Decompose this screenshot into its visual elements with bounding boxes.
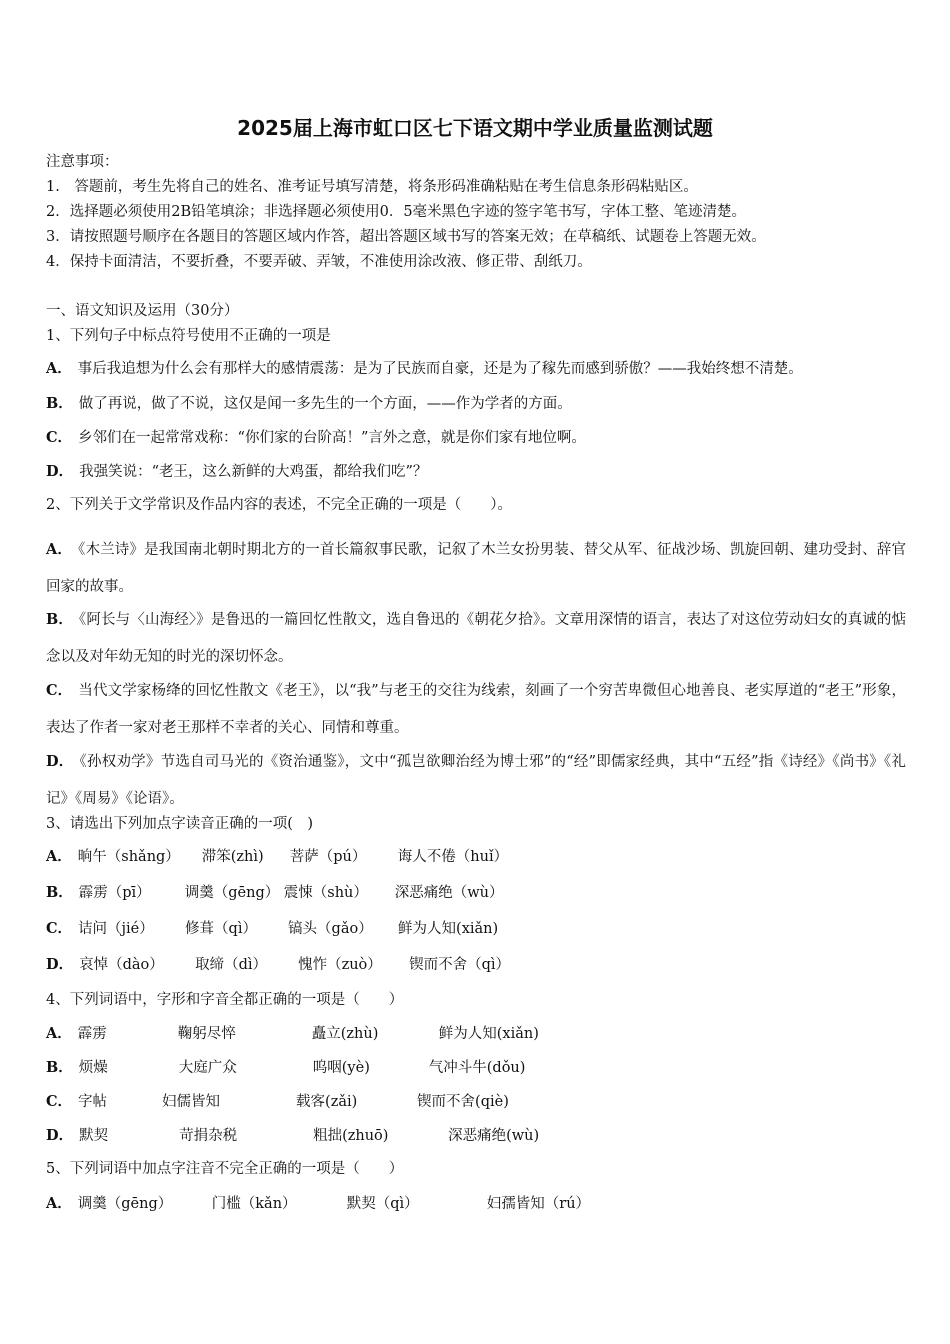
option-item: 哀悼（dào） <box>79 957 164 973</box>
question-5-stem: 5、下列词语中加点字注音不完全正确的一项是（ ） <box>46 1161 404 1177</box>
option-letter: C． <box>46 682 73 699</box>
question-5-option-a <box>46 1194 590 1214</box>
option-item: 霹雳（pī） <box>78 885 151 901</box>
option-text: 我强笑说：“老王，这么新鲜的大鸡蛋，都给我们吃”？ <box>79 464 428 480</box>
option-item: 深恶痛绝(wù) <box>448 1128 540 1144</box>
question-1-stem: 1、下列句子中标点符号使用不正确的一项是 <box>46 328 331 344</box>
question-4-option-c <box>46 1092 509 1112</box>
option-item: 大庭广众 <box>178 1060 237 1076</box>
option-item: 诲人不倦（huǐ） <box>397 849 509 865</box>
option-item: 粗拙(zhuō) <box>313 1128 389 1144</box>
question-2-option-d <box>46 743 906 818</box>
notice-item: 3．请按照题号顺序在各题目的答题区域内作答，超出答题区域书写的答案无效；在草稿纸、试题卷上答题无效。 <box>46 229 766 245</box>
option-item: 锲而不舍（qì） <box>409 957 510 973</box>
option-text: 《木兰诗》是我国南北朝时期北方的一首长篇叙事民歌，记叙了木兰女扮男装、替父从军、征战沙场、凯旋回朝、建功受封、辞官回家的故事。 <box>46 542 906 595</box>
option-letter: B． <box>46 611 74 628</box>
question-3-stem: 3、请选出下列加点字读音正确的一项( ) <box>46 816 314 832</box>
option-item: 愧怍（zuò） <box>298 957 382 973</box>
question-3-option-b <box>46 883 504 903</box>
question-2-option-b <box>46 601 906 676</box>
option-letter: A． <box>46 360 72 377</box>
page-title: 2025届上海市虹口区七下语文期中学业质量监测试题 <box>237 116 713 140</box>
option-letter: A． <box>46 1025 72 1042</box>
option-item: 鲜为人知(xiǎn) <box>398 921 499 937</box>
option-item: 烦燥 <box>78 1060 108 1076</box>
option-letter: D． <box>46 956 74 973</box>
option-item: 妇儒皆知 <box>162 1094 221 1110</box>
option-item: 鞠躬尽悴 <box>177 1026 236 1042</box>
question-2-option-c <box>46 672 906 747</box>
question-4-option-d <box>46 1126 539 1146</box>
option-item: 菩萨（pú） <box>289 849 367 865</box>
notice-item: 2．选择题必须使用2B铅笔填涂；非选择题必须使用0．5毫米黑色字迹的签字笔书写，字体工整、笔迹清楚。 <box>46 204 747 220</box>
option-item: 默契 <box>79 1128 109 1144</box>
option-item: 晌午（shǎng） <box>77 849 180 865</box>
option-item: 调羹（gēng） <box>184 885 280 901</box>
question-1-option-a <box>46 359 803 379</box>
option-text: 《阿长与〈山海经〉》是鲁迅的一篇回忆性散文，选自鲁迅的《朝花夕拾》。文章用深情的语言，表达了对这位劳动妇女的真诚的惦念以及对年幼无知的时光的深切怀念。 <box>46 612 906 665</box>
option-item: 锲而不舍(qiè) <box>417 1094 509 1110</box>
option-letter: A． <box>46 848 72 865</box>
question-1-option-b <box>46 394 572 414</box>
option-item: 门槛（kǎn） <box>211 1196 297 1212</box>
option-letter: B． <box>46 1059 73 1076</box>
notice-item: 1. 答题前，考生先将自己的姓名、准考证号填写清楚，将条形码准确粘贴在考生信息条形码粘贴区。 <box>46 179 698 195</box>
notice-heading: 注意事项： <box>46 154 119 170</box>
notice-item: 4．保持卡面清洁，不要折叠，不要弄破、弄皱，不准使用涂改液、修正带、刮纸刀。 <box>46 254 592 270</box>
option-item: 鲜为人知(xiǎn) <box>438 1026 539 1042</box>
option-text: 《孙权劝学》节选自司马光的《资治通鉴》，文中“孤岂欲卿治经为博士邪”的“经”即儒家经典，其中“五经”指《诗经》《尚书》《礼记》《周易》《论语》。 <box>46 754 906 807</box>
question-3-option-d <box>46 955 510 975</box>
option-text: 做了再说，做了不说，这仅是闻一多先生的一个方面，——作为学者的方面。 <box>78 396 572 412</box>
option-item: 妇孺皆知（rú） <box>486 1196 591 1212</box>
option-item: 镐头（gǎo） <box>288 921 373 937</box>
question-2-option-a <box>46 531 906 606</box>
option-letter: B． <box>46 884 73 901</box>
option-letter: C． <box>46 429 73 446</box>
option-text: 当代文学家杨绛的回忆性散文《老王》，以“我”与老王的交往为线索，刻画了一个穷苦卑微但心地善良、老实厚道的“老王”形象，表达了作者一家对老王那样不幸者的关心、同情和尊重。 <box>46 683 906 736</box>
option-item: 取缔（dì） <box>195 957 267 973</box>
question-1-option-d <box>46 462 427 482</box>
section-heading: 一、语文知识及运用（30分） <box>46 303 239 319</box>
option-item: 载客(zǎi) <box>296 1094 358 1110</box>
question-4-option-a <box>46 1024 539 1044</box>
question-1-option-c <box>46 428 586 448</box>
option-item: 默契（qì） <box>346 1196 419 1212</box>
question-4-stem: 4、下列词语中，字形和字音全都正确的一项是（ ） <box>46 992 404 1008</box>
option-item: 霹雳 <box>77 1026 107 1042</box>
option-letter: C． <box>46 920 73 937</box>
option-letter: A． <box>46 1195 72 1212</box>
option-item: 矗立(zhù) <box>311 1026 379 1042</box>
option-item: 诘问（jié） <box>78 921 154 937</box>
option-item: 修葺（qì） <box>185 921 257 937</box>
question-4-option-b <box>46 1058 525 1078</box>
option-letter: B． <box>46 395 73 412</box>
option-item: 苛捐杂税 <box>179 1128 238 1144</box>
option-item: 气冲斗牛(dǒu) <box>428 1060 526 1076</box>
option-item: 字帖 <box>78 1094 108 1110</box>
option-item: 震悚（shù） <box>283 885 368 901</box>
question-3-option-a <box>46 847 508 867</box>
option-text: 乡邻们在一起常常戏称：“你们家的台阶高！”言外之意，就是你们家有地位啊。 <box>78 430 586 446</box>
option-letter: D． <box>46 463 74 480</box>
question-2-stem: 2、下列关于文学常识及作品内容的表述，不完全正确的一项是（ ）。 <box>46 497 512 513</box>
option-item: 调羹（gēng） <box>77 1196 173 1212</box>
option-item: 深恶痛绝（wù） <box>394 885 504 901</box>
option-item: 呜咽(yè) <box>312 1060 370 1076</box>
option-letter: A． <box>46 541 73 558</box>
option-letter: D． <box>46 1127 74 1144</box>
option-letter: C． <box>46 1093 73 1110</box>
question-3-option-c <box>46 919 498 939</box>
option-letter: D． <box>46 753 74 770</box>
option-text: 事后我追想为什么会有那样大的感情震荡：是为了民族而自豪，还是为了稼先而感到骄傲？——我始终想不清楚。 <box>77 361 803 377</box>
option-item: 滞笨(zhì) <box>201 849 264 865</box>
